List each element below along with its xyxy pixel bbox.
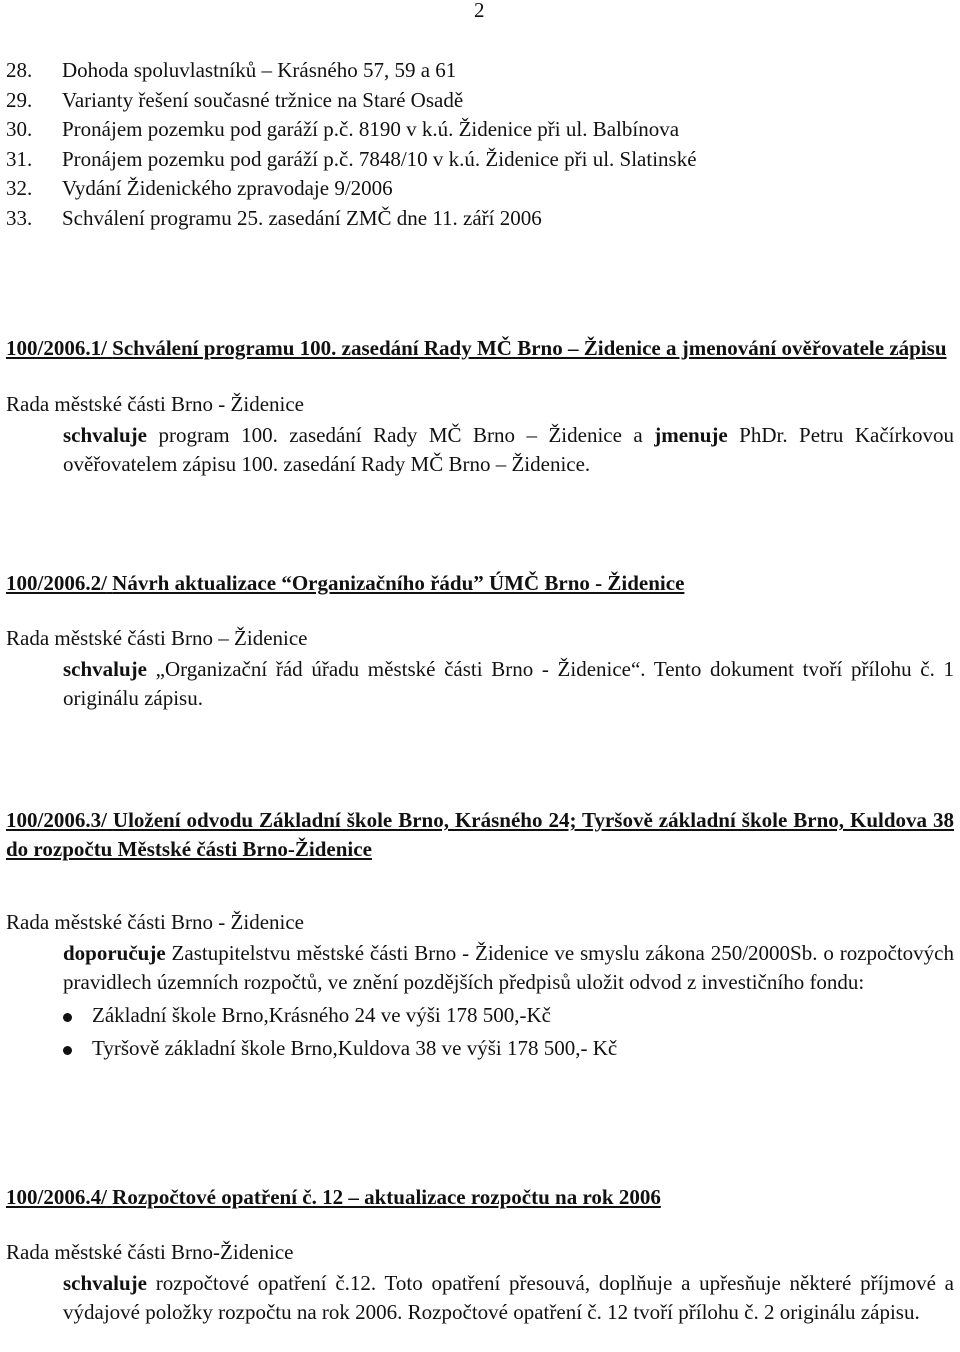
resolution-text: schvaluje „Organizační řád úřadu městské části Brno - Židenice“. Tento dokument tvoří přílohu č. 1 originálu zápisu. xyxy=(63,657,954,710)
bullet-list xyxy=(63,999,954,1065)
resolution-2 xyxy=(6,569,954,713)
resolution-text: schvaluje rozpočtové opatření č.12. Toto opatření přesouvá, doplňuje a upřesňuje některé příjmové a výdajové položky rozpočtu na rok 2006. Rozpočtové opatření č. 12 tvoří přílohu č. 2 originálu zápisu. xyxy=(63,1271,954,1324)
resolution-text: schvaluje program 100. zasedání Rady MČ Brno – Židenice a jmenuje PhDr. Petru Kačírkovou ověřovatelem zápisu 100. zasedání Rady MČ Brno – Židenice. xyxy=(63,423,954,476)
resolution-4 xyxy=(6,1183,954,1327)
agenda-item: 32. Vydání Židenického zpravodaje 9/2006 xyxy=(6,176,393,200)
council-label: Rada městské části Brno-Židenice xyxy=(6,1240,294,1264)
list-item: Základní škole Brno,Krásného 24 ve výši 178 500,-Kč xyxy=(63,999,954,1032)
council-label: Rada městské části Brno – Židenice xyxy=(6,626,308,650)
resolution-heading: 100/2006.2/ Návrh aktualizace “Organizačního řádu” ÚMČ Brno - Židenice xyxy=(6,571,685,595)
resolution-text: doporučuje Zastupitelstvu městské části Brno - Židenice ve smyslu zákona 250/2000Sb. o rozpočtových pravidlech územních rozpočtů, ve znění pozdějších předpisů uložit odvod z investičního fondu: xyxy=(63,941,954,994)
list-item: Tyršově základní škole Brno,Kuldova 38 ve výši 178 500,- Kč xyxy=(63,1032,954,1065)
agenda-item: 31. Pronájem pozemku pod garáží p.č. 7848/10 v k.ú. Židenice při ul. Slatinské xyxy=(6,146,697,171)
council-label: Rada městské části Brno - Židenice xyxy=(6,392,304,416)
agenda-item: 28. Dohoda spoluvlastníků – Krásného 57, 59 a 61 xyxy=(6,58,457,82)
agenda-item: 33. Schválení programu 25. zasedání ZMČ dne 11. září 2006 xyxy=(6,205,542,230)
bullet-icon xyxy=(63,1046,72,1055)
agenda-list xyxy=(6,56,697,233)
resolution-heading: 100/2006.4/ Rozpočtové opatření č. 12 – aktualizace rozpočtu na rok 2006 xyxy=(6,1185,661,1209)
page-number: 2 xyxy=(474,0,485,22)
council-label: Rada městské části Brno - Židenice xyxy=(6,910,304,934)
resolution-1 xyxy=(6,334,954,479)
agenda-item: 30. Pronájem pozemku pod garáží p.č. 8190 v k.ú. Židenice při ul. Balbínova xyxy=(6,117,680,141)
bullet-icon xyxy=(63,1013,72,1022)
agenda-item: 29. Varianty řešení současné tržnice na Staré Osadě xyxy=(6,87,464,112)
resolution-heading: 100/2006.1/ Schválení programu 100. zasedání Rady MČ Brno – Židenice a jmenování ověřovatele zápisu xyxy=(6,336,947,360)
resolution-heading: 100/2006.3/ Uložení odvodu Základní škole Brno, Krásného 24; Tyršově základní škole Brno, Kuldova 38 do rozpočtu Městské části Brno-Židenice xyxy=(6,808,955,861)
resolution-3 xyxy=(6,806,954,1065)
